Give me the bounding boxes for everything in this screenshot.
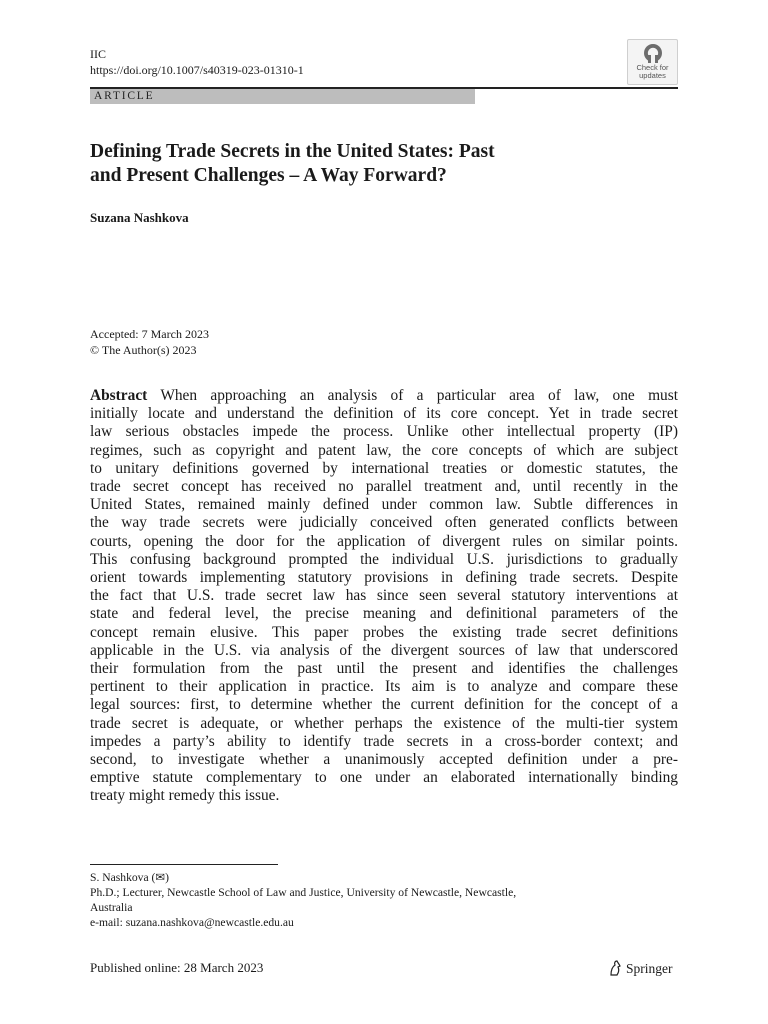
abstract-line: pertinent to their application in practice. Its aim is to analyze and compare these <box>90 678 678 696</box>
author-email[interactable]: e-mail: suzana.nashkova@newcastle.edu.au <box>90 916 294 929</box>
section-label: ARTICLE <box>94 90 155 102</box>
abstract <box>90 387 678 806</box>
abstract-line: emptive statute complementary to one under an elaborated internationally binding <box>90 769 678 787</box>
abstract-line: law serious obstacles impede the process. Unlike other intellectual property (IP) <box>90 423 678 441</box>
affiliation-line: Australia <box>90 901 133 914</box>
abstract-line: courts, opening the door for the application of divergent rules on similar points. <box>90 532 678 550</box>
publisher-name: Springer <box>626 961 673 976</box>
badge-text <box>628 64 677 80</box>
badge-line-1: Check for <box>636 63 669 72</box>
abstract-line: their formulation from the past until the present and identifies the challenges <box>90 660 678 678</box>
doi-link[interactable]: https://doi.org/10.1007/s40319-023-01310-1 <box>90 63 304 77</box>
affiliation-line: Ph.D.; Lecturer, Newcastle School of Law and Justice, University of Newcastle, Newcastle, <box>90 886 517 899</box>
crossmark-icon <box>641 43 665 65</box>
abstract-line: second, to investigate whether a unanimously accepted definition under a pre- <box>90 751 678 769</box>
abstract-line: initially locate and understand the definition of its core concept. Yet in trade secret <box>90 405 678 423</box>
abstract-line: regimes, such as copyright and patent law, the core concepts of which are subject <box>90 441 678 459</box>
abstract-line: This confusing background prompted the individual U.S. jurisdictions to gradually <box>90 550 678 568</box>
affiliation-name-line: S. Nashkova (✉) <box>90 871 169 884</box>
abstract-first-line: When approaching an analysis of a particular area of law, one must <box>160 387 678 404</box>
abstract-line: United States, remained mainly defined under common law. Subtle differences in <box>90 496 678 514</box>
abstract-line: trade secret concept has received no parallel treatment and, until recently in the <box>90 478 678 496</box>
abstract-line <box>90 387 678 405</box>
abstract-line: treaty might remedy this issue. <box>90 787 280 805</box>
abstract-line: trade secret is adequate, or whether perhaps the existence of the multi-tier system <box>90 714 678 732</box>
abstract-line: applicable in the U.S. via analysis of the divergent sources of law that underscored <box>90 641 678 659</box>
abstract-heading: Abstract <box>90 387 148 404</box>
accepted-date: Accepted: 7 March 2023 <box>90 327 209 341</box>
abstract-line: orient towards implementing statutory provisions in defining trade secrets. Despite <box>90 569 678 587</box>
title-line: and Present Challenges – A Way Forward? <box>90 165 447 186</box>
springer-horse-icon <box>607 960 623 976</box>
publisher-logo <box>607 960 673 977</box>
abstract-line: the fact that U.S. trade secret law has since seen several statutory interventions at <box>90 587 678 605</box>
abstract-line: state and federal level, the precise meaning and definitional parameters of the <box>90 605 678 623</box>
abstract-line: legal sources: first, to determine whether the current definition for the concept of a <box>90 696 678 714</box>
journal-name: IIC <box>90 47 106 61</box>
abstract-line: to unitary definitions governed by international treaties or domestic statutes, the <box>90 459 678 477</box>
badge-line-2: updates <box>639 71 666 80</box>
paper-title <box>90 140 650 188</box>
check-for-updates-badge[interactable] <box>627 39 678 85</box>
published-date: Published online: 28 March 2023 <box>90 960 264 975</box>
title-line: Defining Trade Secrets in the United States: Past <box>90 141 495 162</box>
footnote-rule <box>90 864 278 865</box>
abstract-line: the way trade secrets were judicially conceived often generated conflicts between <box>90 514 678 532</box>
abstract-line: impedes a party’s ability to identify trade secrets in a cross-border context; and <box>90 732 678 750</box>
author-affiliation <box>90 870 678 930</box>
author-name: Suzana Nashkova <box>90 210 189 225</box>
copyright-line: © The Author(s) 2023 <box>90 343 197 357</box>
abstract-line: concept remain elusive. This paper probes the existing trade secret definitions <box>90 623 678 641</box>
